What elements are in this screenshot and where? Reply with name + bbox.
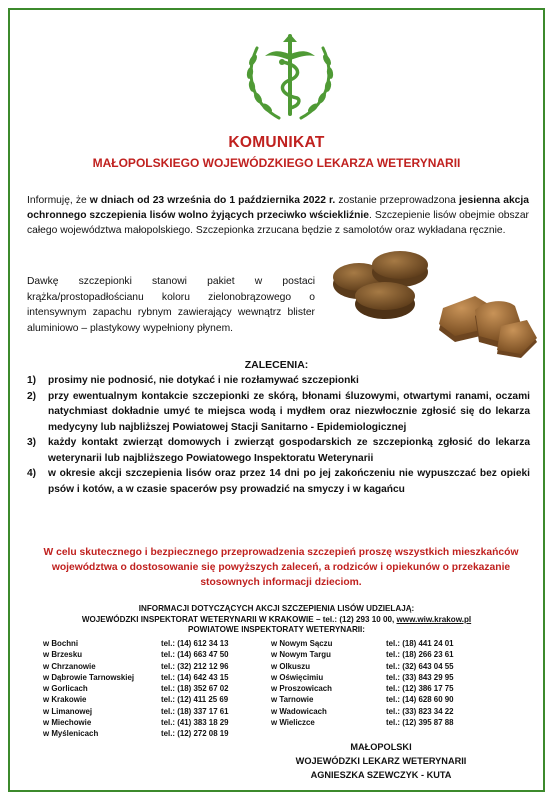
veterinary-logo — [235, 28, 345, 128]
office-name: w Wieliczce — [271, 718, 315, 728]
office-phone: tel.: (14) 628 60 90 — [386, 695, 454, 705]
office-phone: tel.: (12) 395 87 88 — [386, 718, 454, 728]
office-phone: tel.: (14) 663 47 50 — [161, 650, 229, 660]
recommendation-number: 1) — [27, 375, 37, 386]
intro-campaign: jesienna akcja ochronnego szczepienia lisów wolno żyjących przeciwko wściekliźnie — [27, 195, 529, 221]
office-name: w Bochni — [43, 639, 79, 648]
intro-text-2: zostanie przeprowadzona — [335, 195, 459, 206]
offices-directory — [43, 638, 523, 740]
office-name: w Nowym Targu — [271, 650, 331, 660]
office-name: w Chrzanowie — [43, 661, 96, 671]
office-phone: tel.: (18) 352 67 02 — [161, 684, 229, 694]
office-phone: tel.: (14) 642 43 15 — [161, 672, 229, 682]
office-name: w Proszowicach — [271, 684, 332, 694]
office-name: w Tarnowie — [271, 695, 314, 705]
signature-line-1: MAŁOPOLSKI — [350, 742, 412, 752]
dose-description: Dawkę szczepionki stanowi pakiet w postaci krążka/prostopadłościanu koloru zielonobrązowego o intensywnym zapachu rybnym zawierający wewnątrz blister aluminiowo – plastykowy wypełniony płynem. — [27, 276, 315, 334]
announcement-page — [8, 8, 545, 792]
signature-block — [266, 740, 496, 782]
office-phone: tel.: (18) 266 23 61 — [386, 650, 454, 660]
office-phone: tel.: (32) 643 04 55 — [386, 661, 454, 671]
recommendation-number: 3) — [27, 437, 37, 448]
recommendation-item — [27, 389, 530, 436]
recommendation-number: 4) — [27, 468, 37, 479]
office-name-empty — [271, 728, 386, 739]
wiw-contact-text: WOJEWÓDZKI INSPEKTORAT WETERYNARII W KRAKOWIE – tel.: (12) 293 10 00, — [81, 614, 397, 624]
recommendation-number: 2) — [27, 390, 37, 402]
office-phone: tel.: (41) 383 18 29 — [161, 718, 229, 728]
office-name: w Gorlicach — [43, 684, 88, 694]
announcement-title: KOMUNIKAT — [228, 134, 325, 151]
announcement-subtitle: MAŁOPOLSKIEGO WOJEWÓDZKIEGO LEKARZA WETERYNARII — [92, 156, 461, 170]
recommendation-item — [27, 466, 530, 497]
intro-paragraph — [27, 193, 529, 238]
appeal-paragraph: W celu skutecznego i bezpiecznego przeprowadzenia szczepień proszę wszystkich mieszkańców województwa o dostosowanie się powyższych zaleceń, a rodziców i opiekunów o przekazanie stosownych informacji dzieciom. — [43, 547, 519, 589]
recommendation-text: każdy kontakt zwierząt domowych i zwierząt gospodarskich ze szczepionką zgłosić do lekarza weterynarii lub najbliższego Powiatowego Inspektoratu Weterynarii — [48, 437, 530, 464]
offices-grid — [43, 638, 523, 740]
office-phone: tel.: (33) 843 29 95 — [386, 672, 454, 682]
intro-text-1: Informuję, że — [27, 195, 90, 206]
signature-line-2: WOJEWÓDZKI LEKARZ WETERYNARII — [295, 756, 467, 766]
signature-line-3: AGNIESZKA SZEWCZYK - KUTA — [310, 770, 452, 780]
office-phone: tel.: (12) 386 17 75 — [386, 684, 454, 694]
contact-info — [10, 604, 543, 636]
office-name: w Olkuszu — [271, 661, 311, 671]
office-name: w Limanowej — [43, 706, 93, 716]
wiw-contact-line — [10, 615, 543, 626]
wiw-website-link[interactable]: www.wiw.krakow.pl — [396, 614, 472, 624]
office-name: w Dąbrowie Tarnowskiej — [43, 672, 135, 682]
office-phone: tel.: (14) 612 34 13 — [161, 639, 229, 648]
office-name: w Krakowie — [43, 695, 87, 705]
office-phone: tel.: (18) 337 17 61 — [161, 706, 229, 716]
piw-heading: POWIATOWE INSPEKTORATY WETERYNARII: — [187, 625, 366, 634]
intro-dates: w dniach od 23 września do 1 października 2022 r. — [89, 195, 336, 206]
office-phone: tel.: (12) 272 08 19 — [161, 729, 229, 739]
office-phone: tel.: (32) 212 12 96 — [161, 661, 229, 671]
office-phone: tel.: (33) 823 34 22 — [386, 706, 454, 716]
office-name: w Nowym Sączu — [271, 639, 333, 648]
office-name: w Oświęcimiu — [271, 672, 324, 682]
office-name: w Brzesku — [43, 650, 83, 660]
recommendation-text: w okresie akcji szczepienia lisów oraz przez 14 dni po jej zakończeniu nie wypuszczać bez opieki psów i kotów, a w czasie spacerów psy prowadzić na smyczy i w kagańcu — [48, 468, 530, 495]
office-phone: tel.: (18) 441 24 01 — [386, 639, 454, 648]
office-name: w Miechowie — [43, 718, 92, 728]
office-name: w Myślenicach — [43, 729, 99, 739]
vaccine-baits-photo — [325, 246, 540, 364]
office-name: w Wadowicach — [271, 706, 327, 716]
intro-text-3: . Szczepienie lisów obejmie obszar całego województwa małopolskiego. Szczepionka zrzucana będzie z samolotów oraz wykładana ręcznie. — [27, 210, 529, 236]
recommendation-text: prosimy nie podnosić, nie dotykać i nie rozłamywać szczepionki — [48, 375, 359, 386]
office-phone-empty — [386, 728, 486, 739]
contact-heading: INFORMACJI DOTYCZĄCYCH AKCJI SZCZEPIENIA LISÓW UDZIELAJĄ: — [138, 604, 415, 613]
recommendation-text: przy ewentualnym kontakcie szczepionki ze skórą, błonami śluzowymi, otwartymi ranami, oczami natychmiast dokładnie umyć te miejsca wodą i mydłem oraz niezwłocznie zgłosić się do lekarza medycyny lub najbliższej Powiatowej Stacji Sanitarno - Epidemiologicznej — [48, 390, 530, 433]
recommendation-item — [27, 373, 530, 389]
recommendation-item — [27, 435, 530, 466]
office-phone: tel.: (12) 411 25 69 — [161, 695, 229, 705]
recommendations-list — [27, 373, 530, 497]
recommendations-title: ZALECENIA: — [244, 359, 309, 371]
